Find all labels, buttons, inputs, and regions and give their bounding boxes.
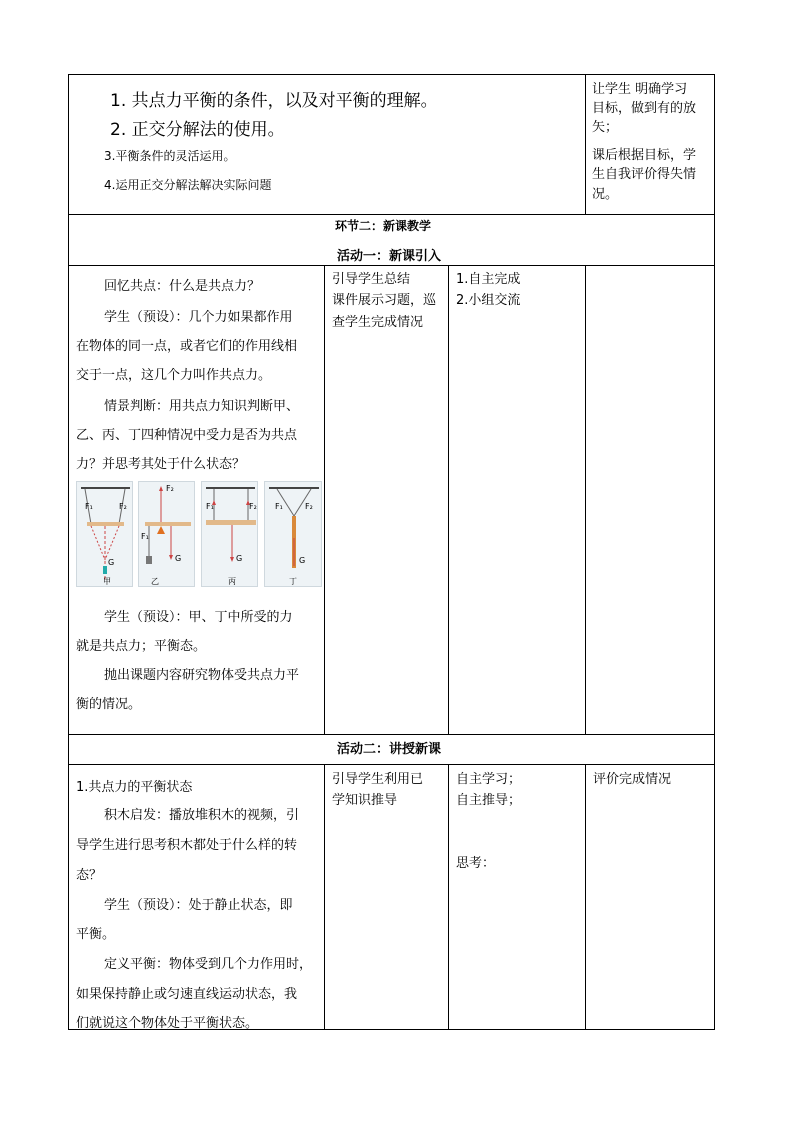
caption-ding: 丁 (289, 577, 297, 586)
activity-2-teacher: 引导学生利用已 (332, 772, 424, 787)
activity-1-text: 就是共点力；平衡态。 (76, 639, 207, 654)
activity-1-text: 学生（预设）：甲、丁中所受的力 (104, 610, 293, 625)
col-divider (585, 764, 586, 1030)
objective-note-line: 让学生 明确学习 (592, 82, 688, 97)
objective-note-line: 课后根据目标，学 (592, 148, 697, 163)
label-f2: F₂ (305, 502, 313, 511)
label-g: G (175, 554, 182, 563)
activity-2-student: 自主学习； (456, 772, 522, 787)
caption-jia: 甲 (103, 577, 111, 586)
activity-2-student: 自主推导； (456, 793, 522, 808)
objective-note-line: 况。 (592, 187, 619, 202)
activity-1-text: 情景判断：用共点力知识判断甲、 (104, 399, 300, 414)
activity-2-text: 积木启发：播放堆积木的视频，引 (104, 808, 300, 823)
activity-2-text: 导学生进行思考积木都处于什么样的转 (76, 838, 298, 853)
objective-note-line: 目标，做到有的放 (592, 101, 697, 116)
figure-panel-yi (138, 481, 195, 587)
activity-2-evaluation: 评价完成情况 (593, 772, 672, 787)
row-divider (68, 734, 715, 735)
activity-1-student: 2.小组交流 (456, 293, 521, 308)
section-title: 环节二：新课教学 (335, 219, 432, 233)
figure-panel-jia (76, 481, 133, 587)
figure-panel-bing (201, 481, 258, 587)
col-divider (448, 265, 449, 734)
activity-2-text: 如果保持静止或匀速直线运动状态，我 (76, 987, 298, 1002)
activity-1-text: 抛出课题内容研究物体受共点力平 (104, 668, 300, 683)
activity-2-text: 1.共点力的平衡状态 (76, 780, 193, 795)
activity-1-text: 交于一点，这几个力叫作共点力。 (76, 368, 272, 383)
activity-1-student: 1.自主完成 (456, 272, 521, 287)
col-divider (324, 764, 325, 1030)
panel-jia-drawing (77, 482, 133, 587)
activity-2-text: 定义平衡：物体受到几个力作用时， (104, 957, 313, 972)
activity-1-text: 乙、丙、丁四种情况中受力是否为共点 (76, 428, 298, 443)
activity-1-title-text: 活动一：新课引入 (337, 249, 442, 264)
activity-1-text: 回忆共点：什么是共点力？ (104, 279, 261, 294)
panel-ding-drawing (265, 482, 322, 587)
objective-item-3: 3.平衡条件的灵活运用。 (104, 149, 236, 163)
objective-note-line: 矢； (592, 120, 619, 135)
row-divider (68, 764, 715, 765)
activity-1-text: 在物体的同一点，或者它们的作用线相 (76, 339, 298, 354)
label-f2: F₂ (119, 502, 127, 511)
activity-1-teacher: 引导学生总结 (332, 272, 411, 287)
objective-item-4: 4.运用正交分解法解决实际问题 (104, 178, 272, 192)
activity-2-title-text: 活动二：讲授新课 (337, 742, 442, 757)
activity-1-text: 力？并思考其处于什么状态？ (76, 457, 246, 472)
col-divider (324, 265, 325, 734)
objective-note-line: 生自我评价得失情 (592, 167, 697, 182)
label-g: G (236, 554, 243, 563)
label-f1: F₁ (275, 502, 283, 511)
label-f1: F₁ (85, 502, 93, 511)
label-f2: F₂ (249, 502, 257, 511)
label-g: G (108, 558, 115, 567)
activity-1-teacher: 课件展示习题，巡 (332, 293, 437, 308)
label-f2: F₂ (166, 484, 174, 493)
col-divider (585, 265, 586, 734)
activity-2-text: 平衡。 (76, 927, 116, 942)
activity-1-teacher: 查学生完成情况 (332, 315, 424, 330)
figure-panel-ding (264, 481, 322, 587)
objective-item-2: 2. 正交分解法的使用。 (110, 120, 285, 140)
label-f1: F₁ (141, 532, 149, 541)
activity-2-teacher: 学知识推导 (332, 793, 398, 808)
label-g: G (299, 556, 306, 565)
objectives-divider (585, 74, 586, 215)
objective-item-1: 1. 共点力平衡的条件，以及对平衡的理解。 (110, 91, 438, 111)
activity-1-text: 学生（预设）：几个力如果都作用 (104, 310, 293, 325)
activity-2-text: 态？ (76, 868, 103, 883)
caption-bing: 丙 (228, 577, 236, 586)
activity-2-text: 们就说这个物体处于平衡状态。 (76, 1016, 259, 1031)
activity-2-title (337, 738, 441, 757)
label-f1: F₁ (206, 502, 214, 511)
activity-2-student: 思考： (456, 856, 496, 871)
row-divider (68, 265, 715, 266)
activity-1-text: 衡的情况。 (76, 697, 142, 712)
activity-2-text: 学生（预设）：处于静止状态，即 (104, 898, 293, 913)
force-diagram-figure (76, 481, 322, 587)
panel-bing-drawing (202, 482, 258, 587)
caption-yi: 乙 (151, 577, 159, 586)
col-divider (448, 764, 449, 1030)
activity-1-title (337, 245, 441, 264)
